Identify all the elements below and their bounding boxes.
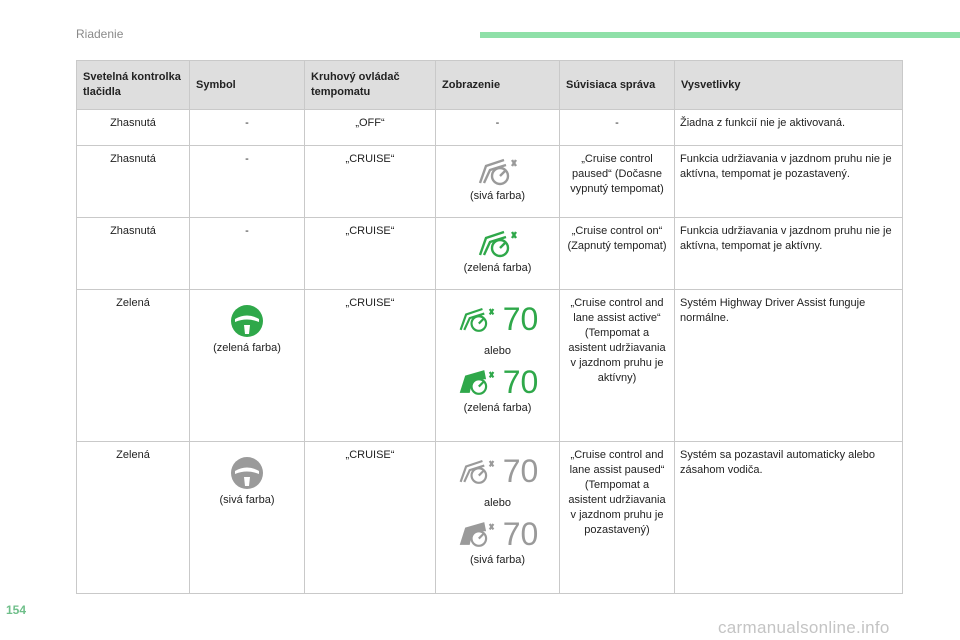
cell-light: Zelená xyxy=(77,290,190,442)
table-header-row xyxy=(77,61,903,110)
or-label: alebo xyxy=(484,345,511,357)
display-lane-assist-paused xyxy=(441,454,554,488)
col-header-message: Súvisiaca správa xyxy=(560,61,675,110)
table-row xyxy=(77,218,903,290)
display-lane-assist-active xyxy=(441,302,554,336)
cell-control: „OFF“ xyxy=(305,110,436,146)
table-row xyxy=(77,442,903,594)
section-accent-bar xyxy=(480,32,960,38)
lane-cruise-filled-icon xyxy=(457,520,497,548)
or-label: alebo xyxy=(484,497,511,509)
cell-explanation: Systém Highway Driver Assist funguje normálne. xyxy=(675,290,903,442)
watermark: carmanualsonline.info xyxy=(718,618,890,637)
col-header-light: Svetelná kontrolka tlačidla xyxy=(77,61,190,110)
display-color-note: (zelená farba) xyxy=(463,402,532,414)
cell-light: Zhasnutá xyxy=(77,146,190,218)
col-header-display: Zobrazenie xyxy=(436,61,560,110)
cell-control: „CRUISE“ xyxy=(305,442,436,594)
cell-light: Zhasnutá xyxy=(77,110,190,146)
display-lane-assist-active-alt xyxy=(441,365,554,399)
steering-wheel-icon xyxy=(230,456,264,490)
symbol-color-note: (zelená farba) xyxy=(213,342,281,354)
cell-explanation: Systém sa pozastavil automaticky alebo zásahom vodiča. xyxy=(675,442,903,594)
cell-symbol: - xyxy=(190,110,305,146)
symbol-color-note: (sivá farba) xyxy=(219,494,275,506)
speed-readout: 70 xyxy=(502,453,539,489)
cell-message: - xyxy=(560,110,675,146)
cell-symbol: - xyxy=(190,146,305,218)
cell-message: „Cruise control and lane assist active“ (Tempomat a asistent udržiavania v jazdnom pruhu je aktívny) xyxy=(560,290,675,442)
table-row xyxy=(77,290,903,442)
cell-display xyxy=(436,290,560,442)
steering-wheel-icon xyxy=(230,304,264,338)
speed-readout: 70 xyxy=(502,516,539,552)
display-color-note: (sivá farba) xyxy=(469,190,526,202)
cell-display: - xyxy=(436,110,560,146)
cruise-gauge-icon xyxy=(476,228,520,258)
cell-message: „Cruise control on“ (Zapnutý tempomat) xyxy=(560,218,675,290)
display-color-note: (zelená farba) xyxy=(463,262,532,274)
cell-control: „CRUISE“ xyxy=(305,290,436,442)
cell-control: „CRUISE“ xyxy=(305,146,436,218)
table-row xyxy=(77,110,903,146)
cell-control: „CRUISE“ xyxy=(305,218,436,290)
cell-display xyxy=(436,218,560,290)
cruise-control-table xyxy=(76,60,903,594)
speed-readout: 70 xyxy=(502,301,539,337)
cruise-gauge-icon xyxy=(476,156,520,186)
page-number: 154 xyxy=(6,603,27,617)
cell-explanation: Funkcia udržiavania v jazdnom pruhu nie je aktívna, tempomat je aktívny. xyxy=(675,218,903,290)
speed-readout: 70 xyxy=(502,364,539,400)
section-title: Riadenie xyxy=(76,27,124,41)
lane-cruise-filled-icon xyxy=(457,368,497,396)
cell-symbol: - xyxy=(190,218,305,290)
col-header-explanation: Vysvetlivky xyxy=(675,61,903,110)
col-header-symbol: Symbol xyxy=(190,61,305,110)
display-color-note: (sivá farba) xyxy=(469,554,526,566)
cell-explanation: Žiadna z funkcií nie je aktivovaná. xyxy=(675,110,903,146)
cell-light: Zhasnutá xyxy=(77,218,190,290)
col-header-control: Kruhový ovládač tempomatu xyxy=(305,61,436,110)
cell-explanation: Funkcia udržiavania v jazdnom pruhu nie je aktívna, tempomat je pozastavený. xyxy=(675,146,903,218)
table-row xyxy=(77,146,903,218)
cell-display xyxy=(436,146,560,218)
display-lane-assist-paused-alt xyxy=(441,517,554,551)
cell-message: „Cruise control and lane assist paused“ (Tempomat a asistent udržiavania v jazdnom pruhu je pozastavený) xyxy=(560,442,675,594)
cell-message: „Cruise control paused“ (Dočasne vypnutý tempomat) xyxy=(560,146,675,218)
cell-display xyxy=(436,442,560,594)
lane-cruise-icon xyxy=(457,457,497,485)
cell-light: Zelená xyxy=(77,442,190,594)
cell-symbol xyxy=(190,290,305,442)
lane-cruise-icon xyxy=(457,305,497,333)
cell-symbol xyxy=(190,442,305,594)
